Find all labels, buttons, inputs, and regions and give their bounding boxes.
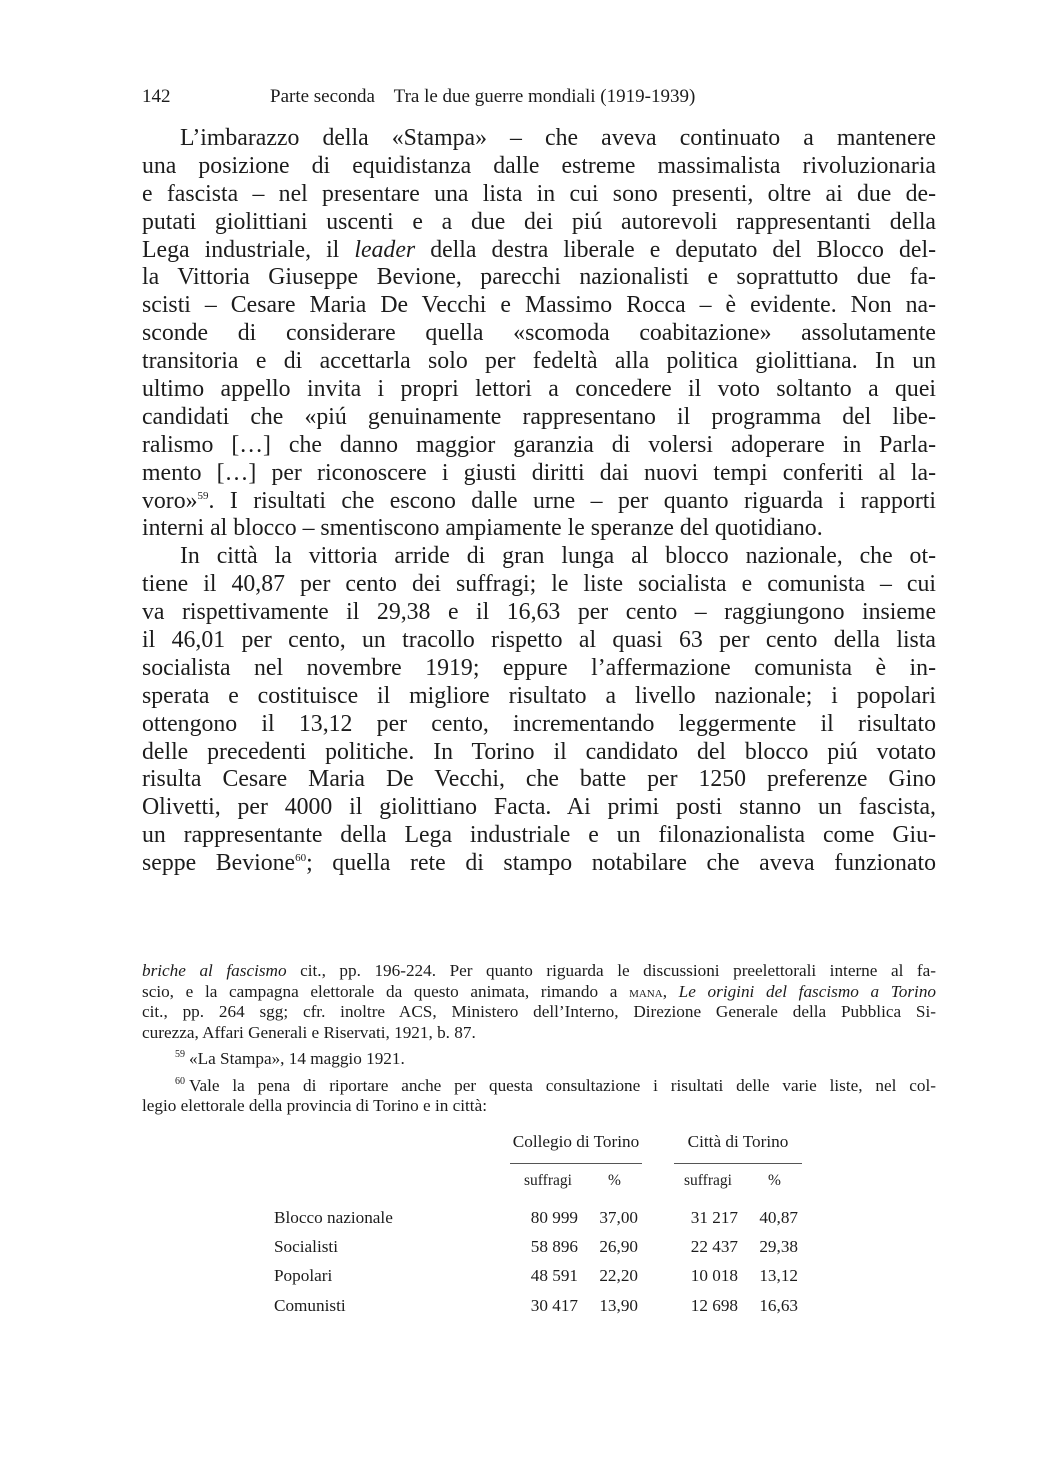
row-label: Comunisti (274, 1296, 346, 1315)
text-line: mento […] per riconoscere i giusti diritti dai nuovi tempi conferiti al la- (142, 459, 936, 486)
page-number: 142 (142, 86, 171, 107)
text-line: candidati che «piú genuinamente rappresentano il programma del libe- (142, 403, 936, 430)
footnote-line: briche al fascismo cit., pp. 196-224. Per quanto riguarda le discussioni preelettorali interne al fa- (142, 961, 936, 980)
footnote-line: cit., pp. 264 sgg; cfr. inoltre ACS, Ministero dell’Interno, Direzione Generale della Pubblica Si- (142, 1002, 936, 1021)
cell-suffragi: 48 591 (530, 1266, 578, 1285)
cell-suffragi: 10 018 (690, 1266, 738, 1285)
text-line: sconde di considerare quella «scomoda coabitazione» assolutamente (142, 320, 936, 347)
group-rule (674, 1163, 802, 1164)
cell-percent: 37,00 (599, 1208, 638, 1227)
text-line: Olivetti, per 4000 il giolittiano Facta. Ai primi posti stanno un fascista, (142, 794, 936, 821)
cell-suffragi: 22 437 (690, 1237, 738, 1256)
cell-percent: 26,90 (599, 1237, 638, 1256)
footnote-line: scio, e la campagna elettorale da questo animata, rimando a mana, Le origini del fascismo a Torino (142, 981, 937, 1001)
table-row (270, 1266, 830, 1290)
row-label: Socialisti (274, 1237, 338, 1256)
text-line: In città la vittoria arride di gran lunga al blocco nazionale, che ot- (180, 543, 936, 570)
subheader-percent: % (608, 1172, 621, 1189)
text-line: risulta Cesare Maria De Vecchi, che batte per 1250 preferenze Gino (142, 766, 936, 793)
text-line: Lega industriale, il leader della destra liberale e deputato del Blocco del- (142, 236, 936, 263)
row-label: Blocco nazionale (274, 1208, 393, 1227)
group-rule (510, 1163, 642, 1164)
cell-percent: 40,87 (759, 1208, 798, 1227)
text-line: ralismo […] che danno maggior garanzia di volersi adoperare in Parla- (142, 431, 936, 458)
cell-percent: 16,63 (759, 1296, 798, 1315)
text-line: scisti – Cesare Maria De Vecchi e Massimo Rocca – è evidente. Non na- (142, 292, 936, 319)
table-row (270, 1237, 830, 1261)
text-line: ottengono il 13,12 per cento, incrementando leggermente il risultato (142, 710, 936, 737)
text-line: socialista nel novembre 1919; eppure l’affermazione comunista è in- (142, 654, 936, 681)
text-line: seppe Bevione$^{60}$; quella rete di stampo notabilare che aveva funzionato (142, 850, 936, 877)
text-line: il 46,01 per cento, un tracollo rispetto al quasi 63 per cento della lista (142, 627, 936, 654)
footnote-60: $^{60}$ Vale la pena di riportare anche per questa consultazione i risultati delle varie liste, nel col- (175, 1075, 936, 1095)
cell-percent: 29,38 (759, 1237, 798, 1256)
cell-suffragi: 58 896 (530, 1237, 578, 1256)
cell-suffragi: 12 698 (690, 1296, 738, 1315)
subheader-suffragi: suffragi (684, 1172, 732, 1189)
text-line: transitoria e di accettarla solo per fedeltà alla politica giolittiana. In un (142, 348, 936, 375)
footnote-ref-59[interactable]: 59 (197, 489, 209, 502)
text-line: delle precedenti politiche. In Torino il candidato del blocco piú votato (142, 738, 936, 765)
cell-suffragi: 30 417 (530, 1296, 578, 1315)
text-line: un rappresentante della Lega industriale e un filonazionalista come Giu- (142, 822, 936, 849)
group-header-collegio: Collegio di Torino (510, 1132, 642, 1152)
footnote-mark-59: 59 (175, 1049, 185, 1060)
text-line: sperata e costituisce il migliore risultato a livello nazionale; i popolari (142, 682, 936, 709)
text-line: una posizione di equidistanza dalle estreme massimalista rivoluzionaria (142, 152, 936, 179)
cell-percent: 22,20 (599, 1266, 638, 1285)
table-row (270, 1208, 830, 1232)
text-line: L’imbarazzo della «Stampa» – che aveva continuato a mantenere (180, 125, 936, 151)
footnote-line: legio elettorale della provincia di Torino e in città: (142, 1096, 487, 1115)
footnote-59: $^{59}$ «La Stampa», 14 maggio 1921. (175, 1049, 405, 1068)
cell-percent: 13,90 (599, 1296, 638, 1315)
cell-suffragi: 80 999 (530, 1208, 578, 1227)
footnote-line: curezza, Affari Generali e Riservati, 1921, b. 87. (142, 1022, 476, 1042)
footnotes (142, 961, 936, 1117)
running-head-title: Parte seconda Tra le due guerre mondiali (1919-1939) (270, 86, 696, 107)
italic-leader: leader (354, 236, 416, 263)
subheader-percent: % (768, 1172, 781, 1189)
cell-suffragi: 31 217 (690, 1208, 738, 1227)
row-label: Popolari (274, 1266, 333, 1285)
text-line: la Vittoria Giuseppe Bevione, parecchi nazionalisti e soprattutto due fa- (142, 264, 936, 291)
cell-percent: 13,12 (759, 1266, 798, 1285)
running-head (142, 86, 942, 114)
subheader-suffragi: suffragi (524, 1172, 572, 1189)
text-line: interni al blocco – smentiscono ampiamente le speranze del quotidiano. (142, 515, 823, 542)
text-line: ultimo appello invita i propri lettori a concedere il voto soltanto a quei (142, 376, 936, 403)
text-line: e fascista – nel presentare una lista in cui sono presenti, oltre ai due de- (142, 180, 936, 207)
text-line: va rispettivamente il 29,38 e il 16,63 per cento – raggiungono insieme (142, 599, 936, 626)
footnote-ref-60[interactable]: 60 (295, 852, 307, 865)
text-line: voro»$^{59}$. I risultati che escono dalle urne – per quanto riguarda i rapporti (142, 487, 936, 514)
table-row (270, 1296, 830, 1320)
author-smallcaps: mana (629, 984, 663, 1001)
text-line: putati giolittiani uscenti e a due dei piú autorevoli rappresentanti della (142, 208, 936, 235)
text-line: tiene il 40,87 per cento dei suffragi; le liste socialista e comunista – cui (142, 571, 936, 598)
group-header-citta: Città di Torino (674, 1132, 802, 1152)
footnote-mark-60: 60 (175, 1075, 185, 1087)
main-text (142, 125, 936, 878)
